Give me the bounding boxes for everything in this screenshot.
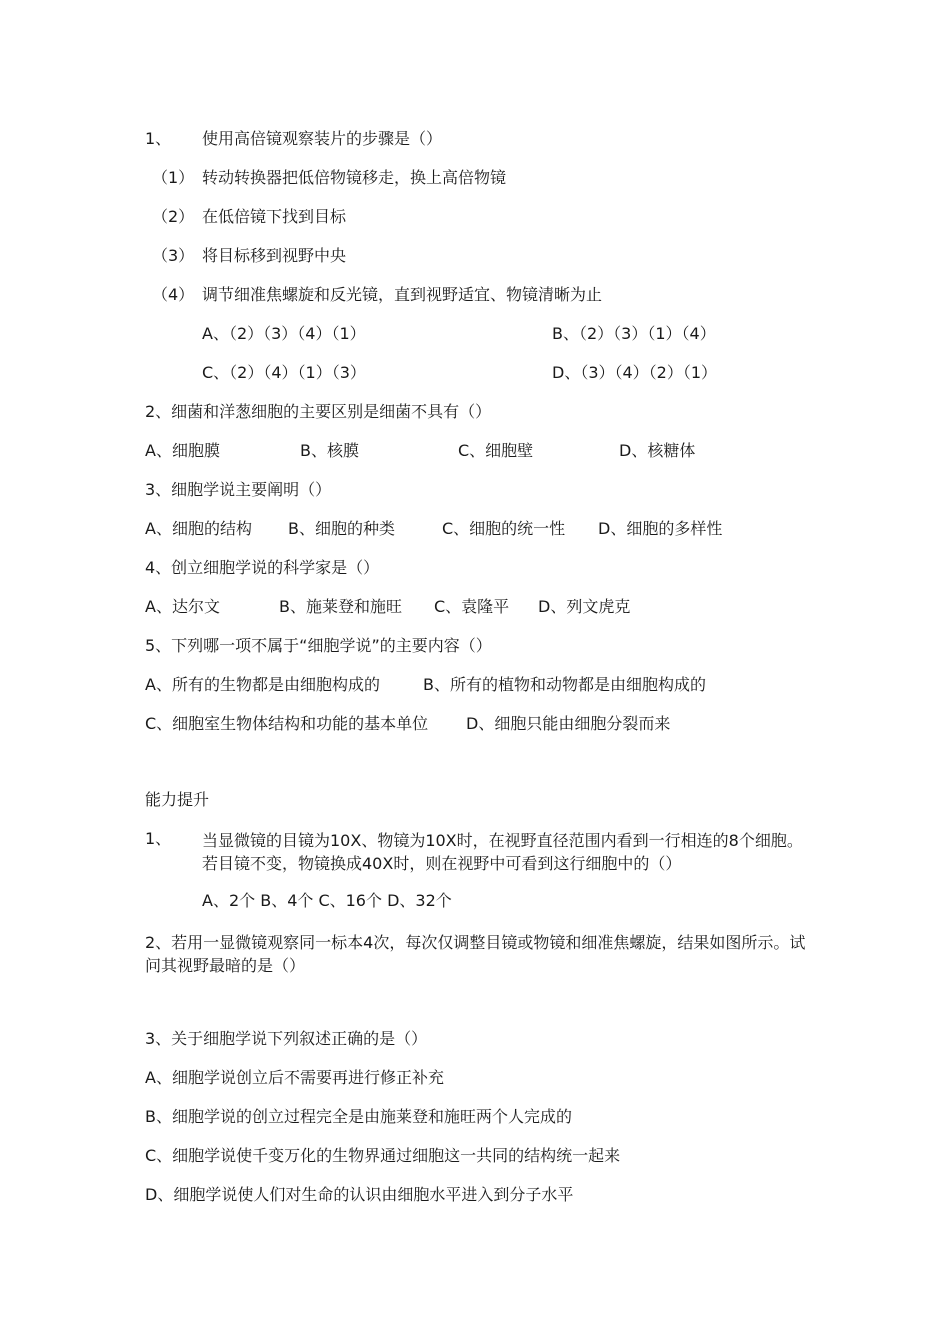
p1-stem: 当显微镜的目镜为10X、物镜为10X时，在视野直径范围内看到一行相连的8个细胞。若目镜不变，物镜换成40X时，则在视野中可看到这行细胞中的（） (202, 831, 803, 873)
q2-option-d: D、核糖体 (619, 441, 696, 460)
q2-option-b: B、核膜 (300, 441, 359, 460)
q5-option-b: B、所有的植物和动物都是由细胞构成的 (423, 675, 706, 694)
q1-option-d: D、（3）（4）（2）（1） (552, 363, 718, 382)
q1-step-2-text: 在低倍镜下找到目标 (202, 207, 347, 226)
q5-option-d: D、细胞只能由细胞分裂而来 (466, 714, 671, 733)
p1-options: A、2个 B、4个 C、16个 D、32个 (202, 891, 452, 910)
q1-step-1-number: （1） (152, 168, 195, 187)
p3-option-c: C、细胞学说使千变万化的生物界通过细胞这一共同的结构统一起来 (145, 1146, 621, 1165)
q1-option-a: A、（2）（3）（4）（1） (202, 324, 366, 343)
q1-step-4-number: （4） (152, 285, 195, 304)
q4-option-b: B、施莱登和施旺 (279, 597, 402, 616)
p3-stem: 3、关于细胞学说下列叙述正确的是（） (145, 1029, 428, 1048)
q2-option-a: A、细胞膜 (145, 441, 220, 460)
q4-option-d: D、列文虎克 (538, 597, 631, 616)
q1-step-2-number: （2） (152, 207, 195, 226)
q1-step-4-text: 调节细准焦螺旋和反光镜，直到视野适宜、物镜清晰为止 (202, 285, 603, 304)
q3-option-c: C、细胞的统一性 (442, 519, 566, 538)
q2-stem: 2、细菌和洋葱细胞的主要区别是细菌不具有（） (145, 402, 492, 421)
q3-option-a: A、细胞的结构 (145, 519, 252, 538)
q4-option-a: A、达尔文 (145, 597, 220, 616)
p3-option-a: A、细胞学说创立后不需要再进行修正补充 (145, 1068, 444, 1087)
q1-option-c: C、（2）（4）（1）（3） (202, 363, 366, 382)
q1-step-1-text: 转动转换器把低倍物镜移走，换上高倍物镜 (202, 168, 507, 187)
q3-option-b: B、细胞的种类 (288, 519, 395, 538)
q1-step-3-text: 将目标移到视野中央 (202, 246, 347, 265)
q5-option-a: A、所有的生物都是由细胞构成的 (145, 675, 380, 694)
p1-number: 1、 (145, 829, 172, 848)
section-title: 能力提升 (145, 790, 210, 809)
q5-stem: 5、下列哪一项不属于“细胞学说”的主要内容（） (145, 636, 492, 655)
p3-option-d: D、细胞学说使人们对生命的认识由细胞水平进入到分子水平 (145, 1185, 574, 1204)
q3-option-d: D、细胞的多样性 (598, 519, 723, 538)
q4-stem: 4、创立细胞学说的科学家是（） (145, 558, 380, 577)
p2-stem: 2、若用一显微镜观察同一标本4次，每次仅调整目镜或物镜和细准焦螺旋，结果如图所示。试问其视野最暗的是（） (145, 933, 806, 975)
p3-option-b: B、细胞学说的创立过程完全是由施莱登和施旺两个人完成的 (145, 1107, 572, 1126)
q4-option-c: C、袁隆平 (434, 597, 510, 616)
q2-option-c: C、细胞壁 (458, 441, 534, 460)
q1-stem: 使用高倍镜观察装片的步骤是（） (202, 129, 443, 148)
q3-stem: 3、细胞学说主要阐明（） (145, 480, 332, 499)
q1-option-b: B、（2）（3）（1）（4） (552, 324, 716, 343)
q1-step-3-number: （3） (152, 246, 195, 265)
q1-number: 1、 (145, 129, 172, 148)
q5-option-c: C、细胞室生物体结构和功能的基本单位 (145, 714, 429, 733)
